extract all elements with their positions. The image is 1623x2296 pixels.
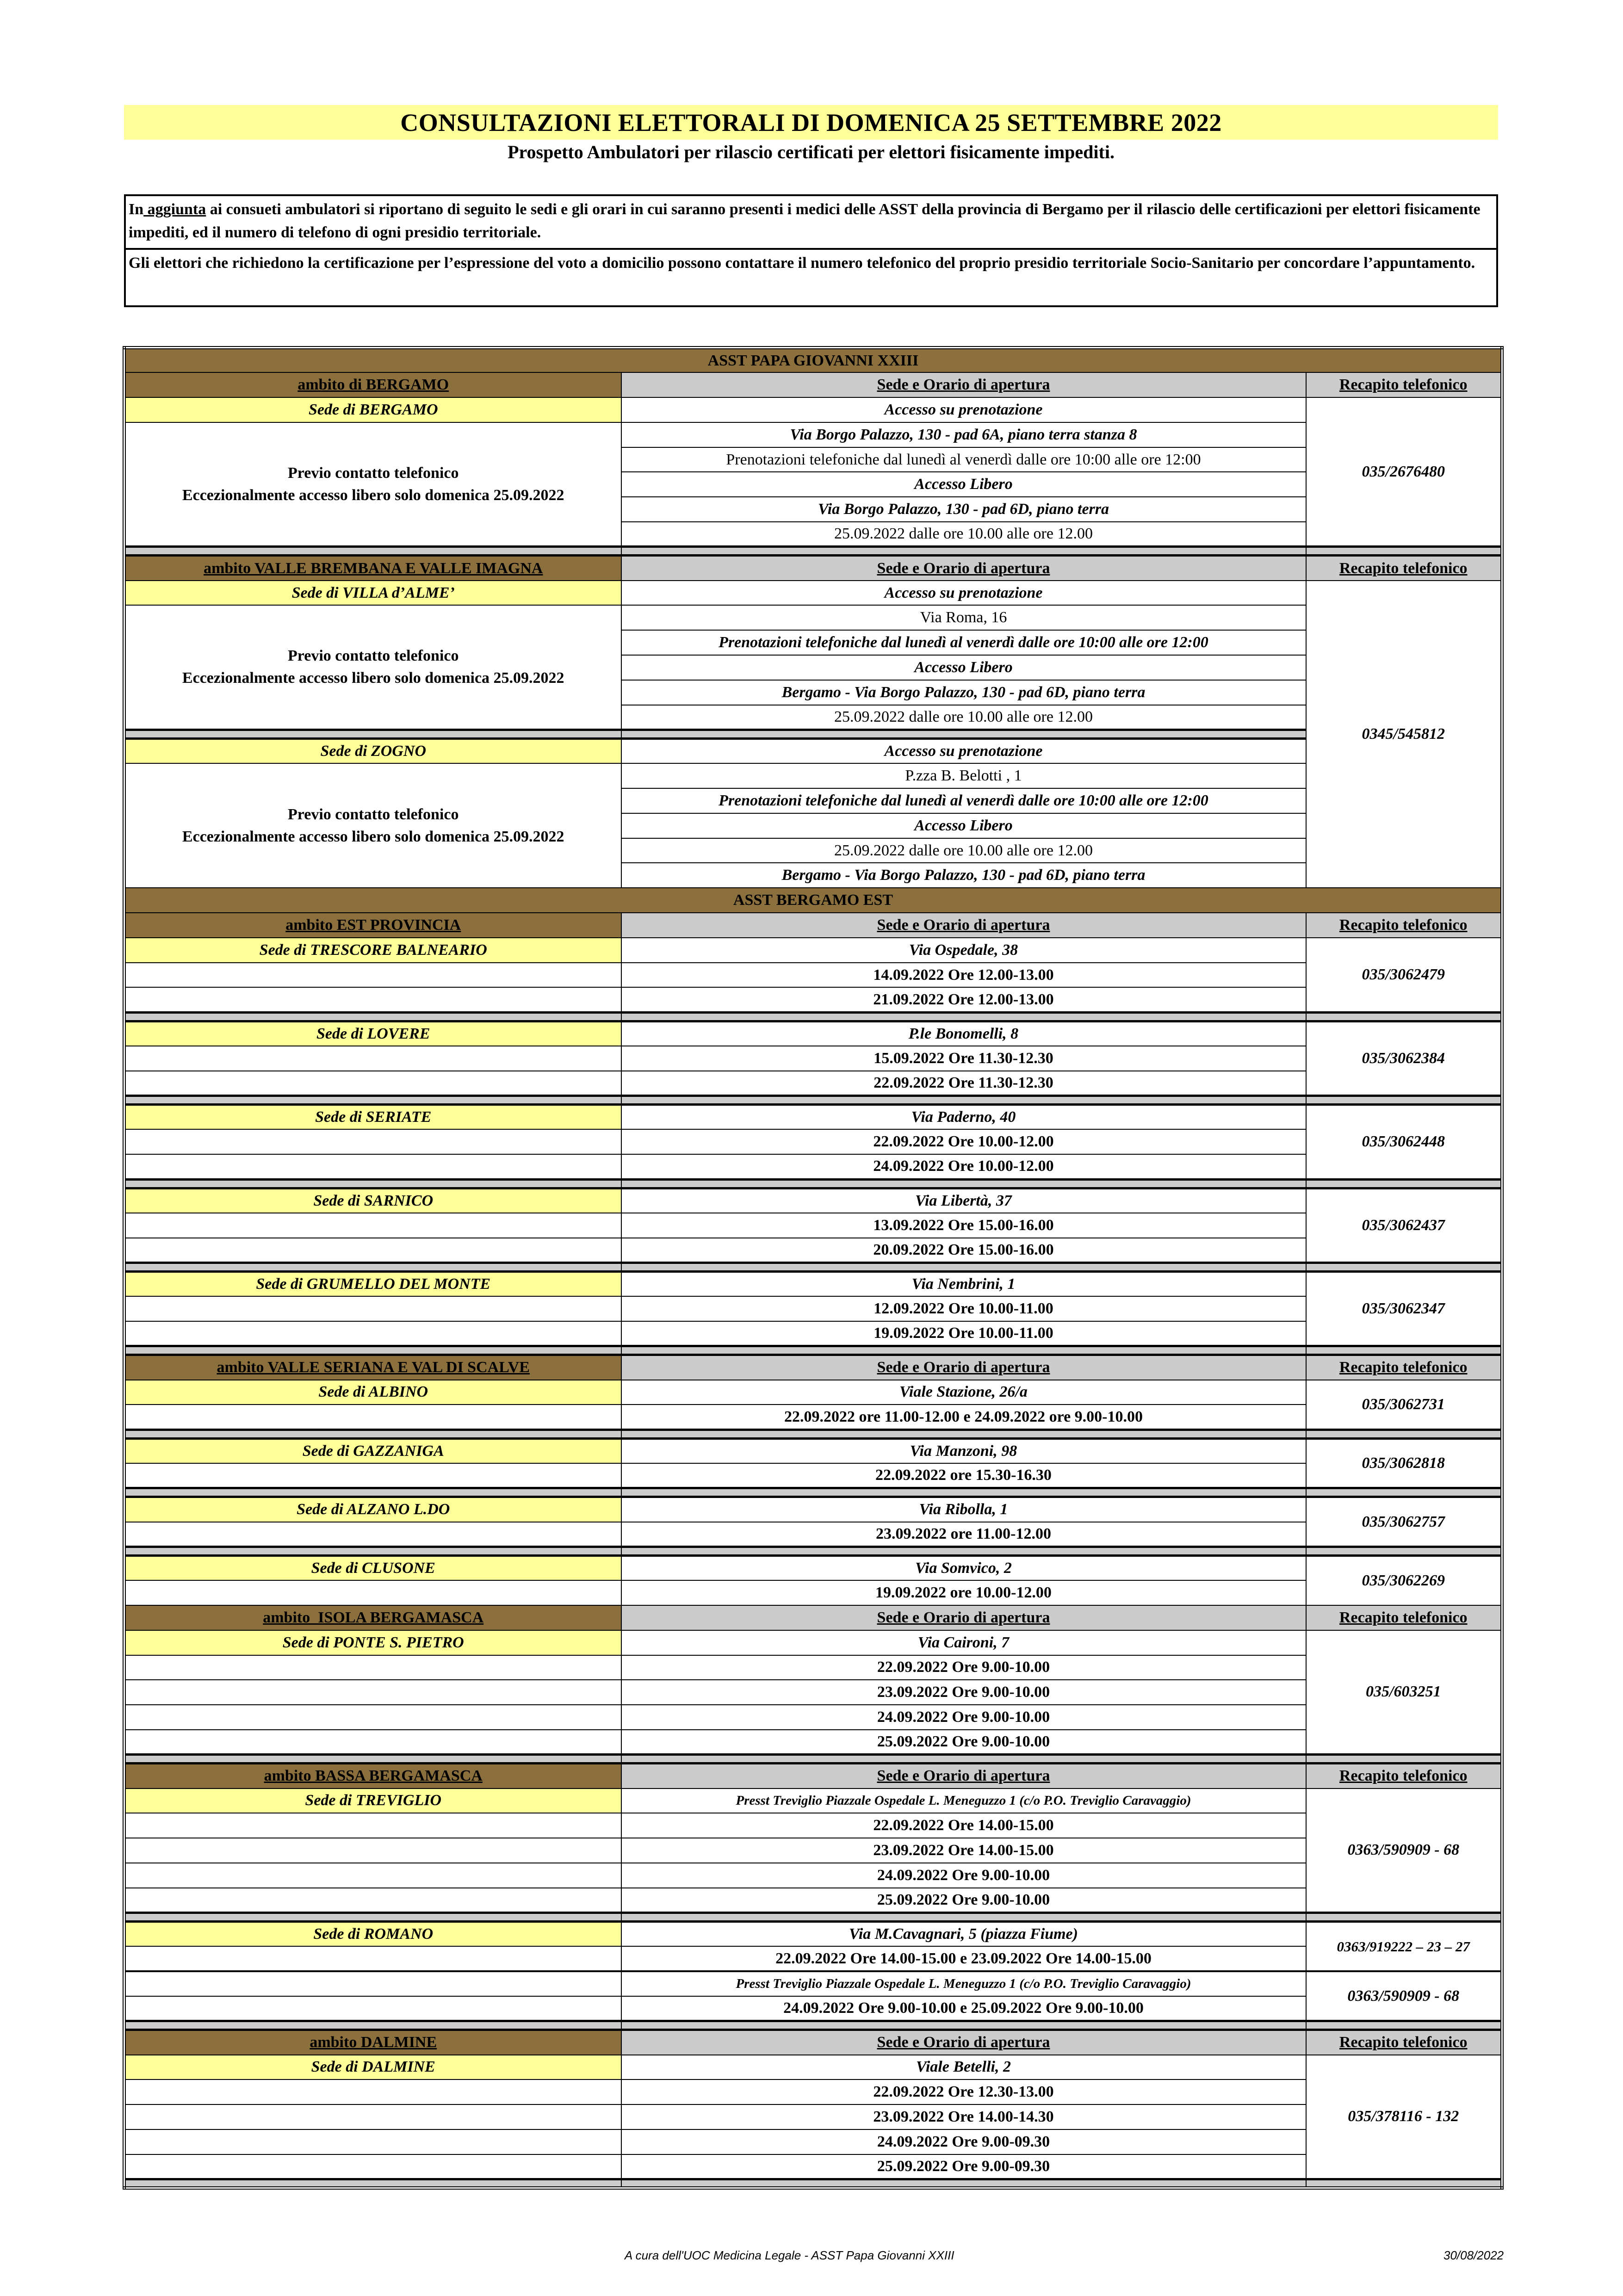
orario-cell: 24.09.2022 Ore 9.00-10.00 (621, 1705, 1306, 1730)
orario-cell: Via Caironi, 7 (621, 1630, 1306, 1655)
empty-cell (124, 1405, 621, 1430)
spacer-row (124, 1913, 1502, 1922)
orario-cell: Accesso su prenotazione (621, 581, 1306, 606)
spacer-row (124, 2021, 1502, 2030)
spacer (1306, 547, 1502, 556)
orario-cell: Accesso Libero (621, 655, 1306, 680)
col-header-orario: Sede e Orario di apertura (621, 556, 1306, 581)
col-header-orario: Sede e Orario di apertura (621, 913, 1306, 938)
spacer (621, 1012, 1306, 1021)
spacer (1306, 1547, 1502, 1555)
spacer-row (124, 1012, 1502, 1021)
spacer-row (124, 2179, 1502, 2188)
orario-cell: 21.09.2022 Ore 12.00-13.00 (621, 987, 1306, 1012)
orario-cell: Via Borgo Palazzo, 130 - pad 6D, piano terra (621, 497, 1306, 522)
spacer (621, 1755, 1306, 1764)
title-band (124, 105, 1498, 140)
empty-cell (124, 2104, 621, 2129)
orario-cell: 14.09.2022 Ore 12.00-13.00 (621, 963, 1306, 988)
orario-cell: 12.09.2022 Ore 10.00-11.00 (621, 1296, 1306, 1321)
phone-alzano: 035/3062757 (1306, 1497, 1502, 1547)
spacer (621, 2179, 1306, 2188)
empty-cell (124, 1971, 621, 1996)
phone-ponte: 035/603251 (1306, 1630, 1502, 1755)
table-row (124, 1555, 1502, 1580)
spacer-row (124, 1430, 1502, 1438)
spacer (621, 1430, 1306, 1438)
orario-cell: 23.09.2022 ore 11.00-12.00 (621, 1522, 1306, 1547)
empty-cell (124, 2129, 621, 2154)
orario-cell: Accesso su prenotazione (621, 397, 1306, 422)
empty-cell (124, 1863, 621, 1888)
table-row (124, 1946, 1502, 1971)
table-row (124, 581, 1502, 606)
orario-cell: Via Paderno, 40 (621, 1105, 1306, 1130)
orario-cell: 19.09.2022 ore 10.00-12.00 (621, 1580, 1306, 1605)
orario-cell: 25.09.2022 Ore 9.00-09.30 (621, 2154, 1306, 2179)
page-title: CONSULTAZIONI ELETTORALI DI DOMENICA 25 SETTEMBRE 2022 (400, 108, 1222, 136)
empty-cell (124, 963, 621, 988)
spacer (1306, 2179, 1502, 2188)
table-row (124, 1971, 1502, 1996)
col-header-phone: Recapito telefonico (1306, 913, 1502, 938)
spacer (124, 2179, 621, 2188)
orario-cell: 25.09.2022 dalle ore 10.00 alle ore 12.00 (621, 522, 1306, 547)
table-row (124, 1888, 1502, 1913)
spacer (621, 1913, 1306, 1922)
empty-cell (124, 2079, 621, 2104)
orario-cell: 20.09.2022 Ore 15.00-16.00 (621, 1238, 1306, 1263)
spacer-row (124, 1547, 1502, 1555)
orario-cell: 22.09.2022 Ore 9.00-10.00 (621, 1655, 1306, 1680)
spacer (124, 1262, 621, 1271)
col-header-phone: Recapito telefonico (1306, 556, 1502, 581)
orario-cell: Viale Betelli, 2 (621, 2055, 1306, 2080)
ambito-header-row (124, 556, 1502, 581)
ambito-bergamo: ambito di BERGAMO (124, 372, 621, 397)
asst-row (124, 888, 1502, 913)
orario-cell: 22.09.2022 Ore 10.00-12.00 (621, 1129, 1306, 1154)
empty-cell (124, 1655, 621, 1680)
table-row (124, 1380, 1502, 1405)
col-header-phone: Recapito telefonico (1306, 1605, 1502, 1630)
table-row (124, 1463, 1502, 1488)
table-row (124, 2104, 1502, 2129)
asst-row (124, 348, 1502, 373)
empty-cell (124, 1321, 621, 1346)
orario-cell: Via Manzoni, 98 (621, 1438, 1306, 1463)
table-row (124, 1680, 1502, 1705)
empty-cell (124, 2154, 621, 2179)
spacer (621, 1262, 1306, 1271)
ambito-seriana: ambito VALLE SERIANA E VAL DI SCALVE (124, 1355, 621, 1380)
intro-underlined-word: aggiunta (143, 201, 206, 218)
col-header-phone: Recapito telefonico (1306, 1355, 1502, 1380)
note-villa (124, 605, 621, 730)
table-row (124, 763, 1502, 788)
table-row (124, 1129, 1502, 1154)
empty-cell (124, 1046, 621, 1071)
orario-cell: 24.09.2022 Ore 9.00-10.00 e 25.09.2022 Ore 9.00-10.00 (621, 1996, 1306, 2021)
orario-cell: 23.09.2022 Ore 9.00-10.00 (621, 1680, 1306, 1705)
orario-cell: 22.09.2022 Ore 14.00-15.00 e 23.09.2022 Ore 14.00-15.00 (621, 1946, 1306, 1971)
phone-lovere: 035/3062384 (1306, 1021, 1502, 1095)
sede-alzano: Sede di ALZANO L.DO (124, 1497, 621, 1522)
intro-box (124, 194, 1498, 307)
table-row (124, 1296, 1502, 1321)
col-header-orario: Sede e Orario di apertura (621, 1355, 1306, 1380)
ambito-isola: ambito ISOLA BERGAMASCA (124, 1605, 621, 1630)
ambito-bassa: ambito BASSA BERGAMASCA (124, 1764, 621, 1789)
spacer (621, 730, 1306, 738)
orario-cell: 25.09.2022 Ore 9.00-10.00 (621, 1730, 1306, 1755)
orario-cell: Via M.Cavagnari, 5 (piazza Fiume) (621, 1922, 1306, 1947)
empty-cell (124, 987, 621, 1012)
ambito-brembana: ambito VALLE BREMBANA E VALLE IMAGNA (124, 556, 621, 581)
spacer (124, 730, 621, 738)
intro-prefix: In (129, 201, 144, 218)
spacer (621, 1488, 1306, 1497)
spacer (1306, 1488, 1502, 1497)
empty-cell (124, 1522, 621, 1547)
asst-bergamo-est: ASST BERGAMO EST (124, 888, 1502, 913)
orario-cell: 22.09.2022 Ore 12.30-13.00 (621, 2079, 1306, 2104)
spacer (621, 1547, 1306, 1555)
ambito-header-row (124, 372, 1502, 397)
empty-cell (124, 1996, 621, 2021)
note-line-2: Eccezionalmente accesso libero solo domenica 25.09.2022 (182, 669, 564, 687)
table-row (124, 987, 1502, 1012)
phone-dalmine: 035/378116 - 132 (1306, 2055, 1502, 2179)
orario-cell: Via Ospedale, 38 (621, 938, 1306, 963)
spacer (1306, 1755, 1502, 1764)
orario-cell: Prenotazioni telefoniche dal lunedì al venerdì dalle ore 10:00 alle ore 12:00 (621, 447, 1306, 472)
spacer (124, 1547, 621, 1555)
orario-cell: P.le Bonomelli, 8 (621, 1021, 1306, 1046)
empty-cell (124, 1888, 621, 1913)
table-row (124, 1046, 1502, 1071)
table-row (124, 1321, 1502, 1346)
spacer-row (124, 1488, 1502, 1497)
col-header-orario: Sede e Orario di apertura (621, 372, 1306, 397)
table-row (124, 1405, 1502, 1430)
sede-zogno: Sede di ZOGNO (124, 738, 621, 763)
note-zogno (124, 763, 621, 888)
spacer (1306, 1913, 1502, 1922)
sede-clusone: Sede di CLUSONE (124, 1555, 621, 1580)
table-row (124, 422, 1502, 447)
table-row (124, 2055, 1502, 2080)
sede-lovere: Sede di LOVERE (124, 1021, 621, 1046)
orario-cell: 24.09.2022 Ore 9.00-09.30 (621, 2129, 1306, 2154)
orario-cell: 25.09.2022 dalle ore 10.00 alle ore 12.00 (621, 838, 1306, 863)
table-row (124, 1813, 1502, 1838)
orario-cell: Via Ribolla, 1 (621, 1497, 1306, 1522)
sede-treviglio: Sede di TREVIGLIO (124, 1789, 621, 1813)
spacer (124, 1488, 621, 1497)
table-row (124, 2129, 1502, 2154)
spacer (1306, 1012, 1502, 1021)
sede-villa-alme: Sede di VILLA d’ALME’ (124, 581, 621, 606)
spacer (124, 1179, 621, 1188)
orario-cell: P.zza B. Belotti , 1 (621, 763, 1306, 788)
col-header-phone: Recapito telefonico (1306, 2030, 1502, 2055)
table-row (124, 1021, 1502, 1046)
orario-cell: 13.09.2022 Ore 15.00-16.00 (621, 1213, 1306, 1238)
orario-cell: Bergamo - Via Borgo Palazzo, 130 - pad 6D, piano terra (621, 680, 1306, 705)
spacer-row (124, 1096, 1502, 1105)
intro-paragraph-2: Gli elettori che richiedono la certificazione per l’espressione del voto a domicilio possono contattare il numero telefonico del proprio presidio territoriale Socio-Sanitario per concordare l’appuntamento. (129, 254, 1475, 272)
orario-cell: Prenotazioni telefoniche dal lunedì al venerdì dalle ore 10:00 alle ore 12:00 (621, 630, 1306, 655)
table-row (124, 1630, 1502, 1655)
orario-cell: 22.09.2022 Ore 11.30-12.30 (621, 1071, 1306, 1096)
table-row (124, 1438, 1502, 1463)
phone-gazzaniga: 035/3062818 (1306, 1438, 1502, 1488)
phone-villa-zogno: 0345/545812 (1306, 581, 1502, 888)
spacer (1306, 1179, 1502, 1188)
sede-gazzaniga: Sede di GAZZANIGA (124, 1438, 621, 1463)
sede-albino: Sede di ALBINO (124, 1380, 621, 1405)
phone-bergamo: 035/2676480 (1306, 397, 1502, 547)
phone-seriate: 035/3062448 (1306, 1105, 1502, 1179)
table-row (124, 1154, 1502, 1179)
table-row (124, 1238, 1502, 1263)
sede-grumello: Sede di GRUMELLO DEL MONTE (124, 1271, 621, 1296)
ambito-header-row (124, 2030, 1502, 2055)
table-row (124, 1188, 1502, 1213)
table-row (124, 1071, 1502, 1096)
spacer (1306, 1096, 1502, 1105)
spacer (621, 1096, 1306, 1105)
spacer (124, 1096, 621, 1105)
empty-cell (124, 1238, 621, 1263)
orario-cell: 22.09.2022 Ore 14.00-15.00 (621, 1813, 1306, 1838)
footer-credit: A cura dell'UOC Medicina Legale - ASST Papa Giovanni XXIII (625, 2248, 954, 2262)
table-row (124, 963, 1502, 988)
table-row (124, 1497, 1502, 1522)
sede-romano: Sede di ROMANO (124, 1922, 621, 1947)
ambito-dalmine: ambito DALMINE (124, 2030, 621, 2055)
empty-cell (124, 1213, 621, 1238)
note-line-2: Eccezionalmente accesso libero solo domenica 25.09.2022 (182, 828, 564, 845)
spacer-row (124, 1346, 1502, 1355)
orario-cell: Viale Stazione, 26/a (621, 1380, 1306, 1405)
table-row (124, 1105, 1502, 1130)
table-row (124, 1863, 1502, 1888)
orario-cell: Presst Treviglio Piazzale Ospedale L. Meneguzzo 1 (c/o P.O. Treviglio Caravaggio) (621, 1971, 1306, 1996)
orario-cell: Bergamo - Via Borgo Palazzo, 130 - pad 6D, piano terra (621, 863, 1306, 888)
table-row (124, 1213, 1502, 1238)
table-row (124, 1705, 1502, 1730)
orario-cell: Via Somvico, 2 (621, 1555, 1306, 1580)
note-line-1: Previo contatto telefonico (288, 805, 459, 823)
empty-cell (124, 1071, 621, 1096)
footer-date: 30/08/2022 (1443, 2248, 1504, 2262)
phone-romano: 0363/919222 – 23 – 27 (1306, 1922, 1502, 1972)
spacer (124, 1430, 621, 1438)
col-header-orario: Sede e Orario di apertura (621, 2030, 1306, 2055)
spacer (124, 1755, 621, 1764)
page-subtitle: Prospetto Ambulatori per rilascio certificati per elettori fisicamente impediti. (508, 142, 1115, 162)
note-line-2: Eccezionalmente accesso libero solo domenica 25.09.2022 (182, 486, 564, 504)
table-row (124, 2154, 1502, 2179)
orario-cell: Accesso Libero (621, 813, 1306, 838)
empty-cell (124, 1838, 621, 1863)
ambito-est-provincia: ambito EST PROVINCIA (124, 913, 621, 938)
spacer (1306, 1430, 1502, 1438)
ambito-header-row (124, 1355, 1502, 1380)
table-row (124, 397, 1502, 422)
orario-cell: Accesso Libero (621, 472, 1306, 497)
table-row (124, 605, 1502, 630)
empty-cell (124, 1705, 621, 1730)
table-row (124, 1922, 1502, 1947)
spacer (124, 1913, 621, 1922)
table-row (124, 1655, 1502, 1680)
table-row (124, 1580, 1502, 1605)
orario-cell: 22.09.2022 ore 15.30-16.30 (621, 1463, 1306, 1488)
table-row (124, 1522, 1502, 1547)
ambito-header-row (124, 1764, 1502, 1789)
spacer (1306, 1262, 1502, 1271)
spacer (124, 1346, 621, 1355)
note-line-1: Previo contatto telefonico (288, 464, 459, 482)
orario-cell: Prenotazioni telefoniche dal lunedì al venerdì dalle ore 10:00 alle ore 12:00 (621, 788, 1306, 813)
ambulatori-table (123, 346, 1504, 2190)
spacer (124, 2021, 621, 2030)
orario-cell: Via Roma, 16 (621, 605, 1306, 630)
phone-albino: 035/3062731 (1306, 1380, 1502, 1430)
phone-romano-2: 0363/590909 - 68 (1306, 1971, 1502, 2021)
ambito-header-row (124, 913, 1502, 938)
spacer (1306, 1346, 1502, 1355)
empty-cell (124, 1813, 621, 1838)
spacer (621, 1346, 1306, 1355)
table-row (124, 1271, 1502, 1296)
table-row (124, 738, 1502, 763)
empty-cell (124, 1463, 621, 1488)
table-row (124, 1838, 1502, 1863)
note-bergamo (124, 422, 621, 547)
orario-cell: Presst Treviglio Piazzale Ospedale L. Meneguzzo 1 (c/o P.O. Treviglio Caravaggio) (621, 1789, 1306, 1813)
orario-cell: 23.09.2022 Ore 14.00-15.00 (621, 1838, 1306, 1863)
empty-cell (124, 1946, 621, 1971)
empty-cell (124, 1154, 621, 1179)
phone-clusone: 035/3062269 (1306, 1555, 1502, 1605)
orario-cell: 25.09.2022 Ore 9.00-10.00 (621, 1888, 1306, 1913)
asst-papa-giovanni: ASST PAPA GIOVANNI XXIII (124, 348, 1502, 373)
spacer-row (124, 730, 1502, 738)
sede-seriate: Sede di SERIATE (124, 1105, 621, 1130)
spacer (621, 547, 1306, 556)
ambito-header-row (124, 1605, 1502, 1630)
orario-cell: 24.09.2022 Ore 9.00-10.00 (621, 1863, 1306, 1888)
table-row (124, 1789, 1502, 1813)
note-line-1: Previo contatto telefonico (288, 647, 459, 665)
empty-cell (124, 1680, 621, 1705)
orario-cell: 24.09.2022 Ore 10.00-12.00 (621, 1154, 1306, 1179)
empty-cell (124, 1730, 621, 1755)
orario-cell: 15.09.2022 Ore 11.30-12.30 (621, 1046, 1306, 1071)
intro-text: ai consueti ambulatori si riportano di seguito le sedi e gli orari in cui saranno presenti i medici delle ASST della provincia di Bergamo per il rilascio delle certificazioni per elettori fisicamente impediti, ed il numero di telefono di ogni presidio territoriale. (129, 201, 1481, 241)
table-row (124, 2079, 1502, 2104)
orario-cell: Via Borgo Palazzo, 130 - pad 6A, piano terra stanza 8 (621, 422, 1306, 447)
col-header-orario: Sede e Orario di apertura (621, 1764, 1306, 1789)
orario-cell: 25.09.2022 dalle ore 10.00 alle ore 12.00 (621, 705, 1306, 730)
intro-paragraph-1 (126, 196, 1496, 250)
spacer (1306, 2021, 1502, 2030)
spacer (124, 547, 621, 556)
table-row (124, 1730, 1502, 1755)
col-header-orario: Sede e Orario di apertura (621, 1605, 1306, 1630)
table-row (124, 938, 1502, 963)
orario-cell: Via Libertà, 37 (621, 1188, 1306, 1213)
empty-cell (124, 1296, 621, 1321)
spacer (621, 2021, 1306, 2030)
spacer-row (124, 1262, 1502, 1271)
sede-trescore: Sede di TRESCORE BALNEARIO (124, 938, 621, 963)
spacer (621, 1179, 1306, 1188)
orario-cell: 23.09.2022 Ore 14.00-14.30 (621, 2104, 1306, 2129)
table-row (124, 1996, 1502, 2021)
orario-cell: Via Nembrini, 1 (621, 1271, 1306, 1296)
sede-bergamo: Sede di BERGAMO (124, 397, 621, 422)
phone-trescore: 035/3062479 (1306, 938, 1502, 1012)
col-header-phone: Recapito telefonico (1306, 372, 1502, 397)
phone-sarnico: 035/3062437 (1306, 1188, 1502, 1262)
spacer (124, 1012, 621, 1021)
col-header-phone: Recapito telefonico (1306, 1764, 1502, 1789)
orario-cell: 19.09.2022 Ore 10.00-11.00 (621, 1321, 1306, 1346)
phone-treviglio: 0363/590909 - 68 (1306, 1789, 1502, 1913)
spacer-row (124, 1179, 1502, 1188)
sede-sarnico: Sede di SARNICO (124, 1188, 621, 1213)
phone-grumello: 035/3062347 (1306, 1271, 1502, 1346)
empty-cell (124, 1580, 621, 1605)
spacer-row (124, 547, 1502, 556)
spacer-row (124, 1755, 1502, 1764)
empty-cell (124, 1129, 621, 1154)
sede-dalmine: Sede di DALMINE (124, 2055, 621, 2080)
sede-ponte: Sede di PONTE S. PIETRO (124, 1630, 621, 1655)
orario-cell: Accesso su prenotazione (621, 738, 1306, 763)
orario-cell: 22.09.2022 ore 11.00-12.00 e 24.09.2022 ore 9.00-10.00 (621, 1405, 1306, 1430)
